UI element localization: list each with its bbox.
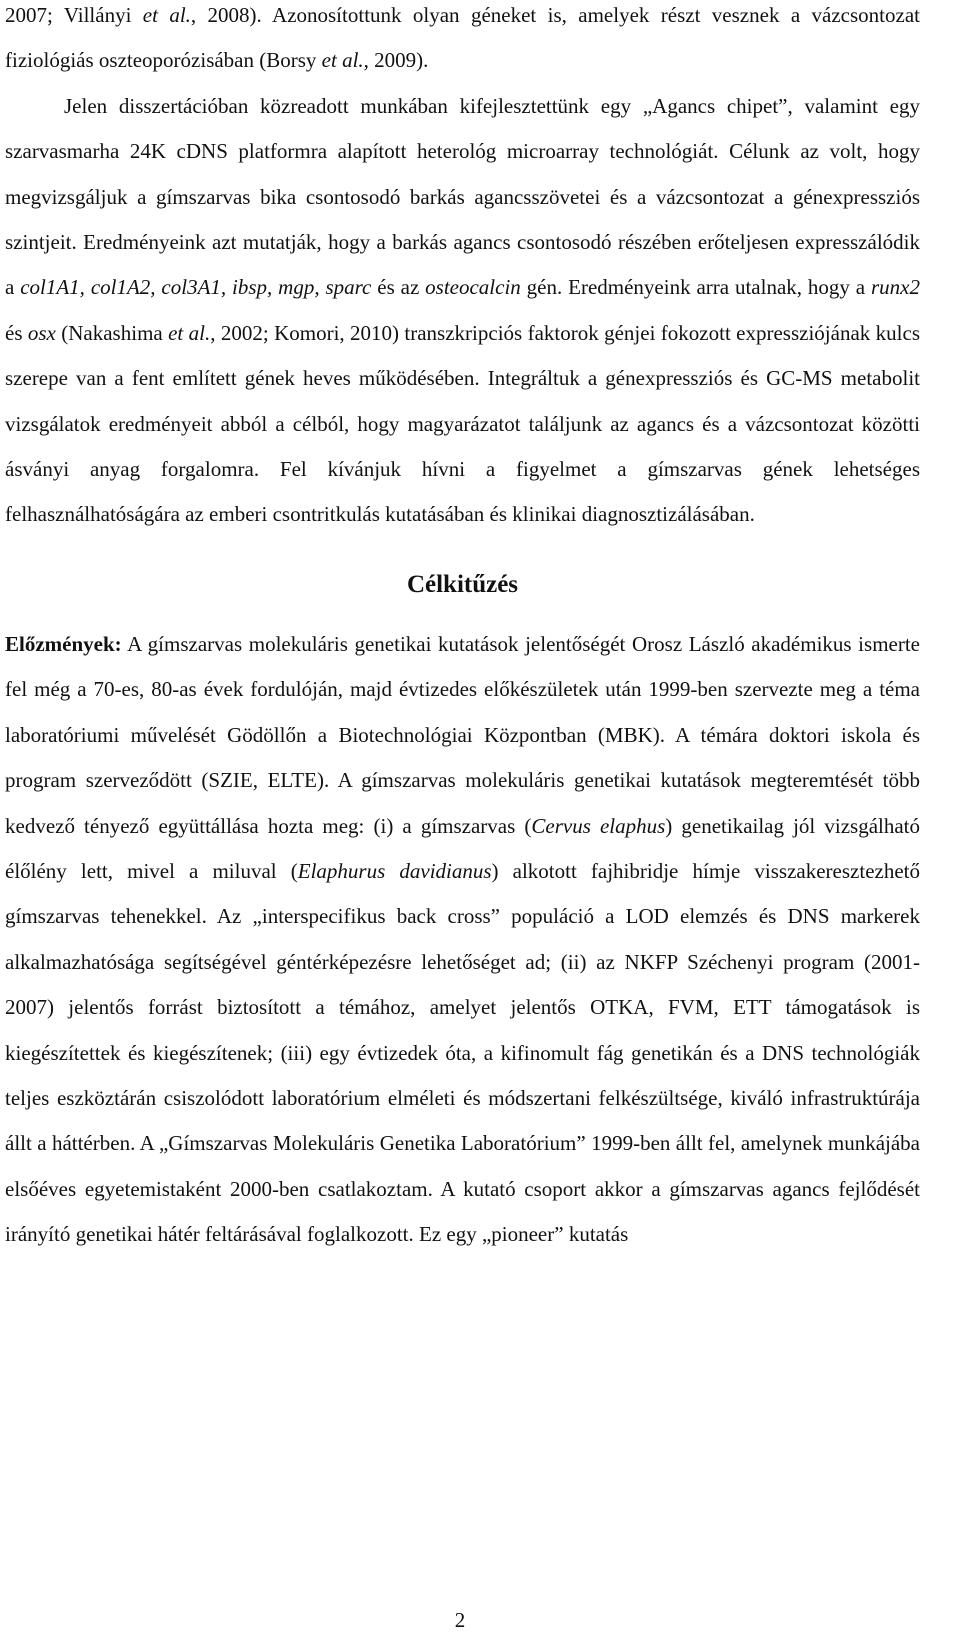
text-run: ) genetikailag jól vizsgálható élőlény lett, mivel a miluval ( (5, 813, 920, 883)
text-run: , 2002; Komori, 2010) transzkripciós faktorok génjei fokozott expressziójának kulcs szerepe van a fent említett gének heves működésében. Integráltuk a génexpressziós és GC-MS metabolit vizsgálatok eredményeit abból a célból, hogy magyarázatot találjunk az agancs és a vázcsontozat közötti ásványi anyag forgalomra. Fel kívánjuk hívni a figyelmet a gímszarvas gének lehetséges felhasználhatóságára az emberi csontritkulás kutatásában és klinikai diagnosztizálásában. (5, 320, 920, 527)
paragraph-background (5, 622, 920, 1258)
text-run: és (5, 320, 28, 345)
text-run: (Nakashima (55, 320, 169, 345)
species-name: Cervus elaphus (531, 813, 666, 838)
document-page (5, 0, 920, 1258)
citation-et-al: et al. (142, 3, 191, 27)
citation-et-al: et al. (168, 320, 211, 345)
gene-names: col1A1, col1A2, col3A1, ibsp, mgp, sparc (20, 275, 372, 300)
text-run: Jelen disszertációban közreadott munkában kifejlesztettünk egy „Agancs chipet”, valamint egy szarvasmarha 24K cDNS platformra alapított heterológ microarray technológiát. Célunk az volt, hogy megvizsgáljuk a gímszarvas bika csontosodó barkás agancsszövetei és a vázcsontozat a génexpressziós szintjeit. Eredményeink azt mutatják, hogy a barkás agancs csontosodó részében erőteljesen expresszálódik a (5, 93, 920, 300)
text-run: gén. Eredményeink arra utalnak, hogy a (520, 275, 871, 300)
section-heading: Célkitűzés (406, 570, 519, 598)
page-number: 2 (454, 1608, 466, 1632)
citation-et-al: et al. (321, 48, 364, 73)
text-run: , 2009). (363, 48, 429, 73)
text-run: A gímszarvas molekuláris genetikai kutatások jelentőségét Orosz László akadémikus ismerte fel még a 70-es, 80-as évek fordulóján, majd évtizedes előkészületek után 1999-ben szervezte meg a téma laboratóriumi művelését Gödöllőn a Biotechnológiai Központban (MBK). A témára doktori iskola és program szerveződött (SZIE, ELTE). A gímszarvas molekuláris genetikai kutatások megteremtését több kedvező tényező együttállása hozta meg: (i) a gímszarvas ( (5, 631, 920, 838)
text-run: és az (371, 275, 426, 300)
paragraph-dissertation-summary (5, 84, 920, 538)
gene-name: osx (27, 320, 56, 345)
gene-name: runx2 (871, 275, 920, 300)
species-name: Elaphurus davidianus (297, 858, 492, 883)
paragraph-intro-continued (5, 0, 920, 84)
text-run: , 2008). Azonosítottunk olyan géneket is, amelyek részt vesznek a vázcsontozat fiziológiás oszteoporózisában (Borsy (5, 3, 920, 73)
gene-name: osteocalcin (425, 275, 521, 300)
text-run: ) alkotott fajhibridje hímje visszakeresztezhető gímszarvas tehenekkel. Az „interspecifikus back cross” populáció a LOD elemzés és DNS markerek alkalmazhatósága segítségével géntérképezésre lehetőséget ad; (ii) az NKFP Széchenyi program (2001-2007) jelentős forrást biztosított a témához, amelyet jelentős OTKA, FVM, ETT támogatások is kiegészítettek és kiegészítenek; (iii) egy évtizedek óta, a kifinomult fág genetikán és a DNS technológiák teljes eszköztárán csiszolódott laboratórium elméleti és módszertani felkészültsége, kiváló infrastruktúrája állt a háttérben. A „Gímszarvas Molekuláris Genetika Laboratórium” 1999-ben állt fel, amelynek munkájába elsőéves egyetemistaként 2000-ben csatlakoztam. A kutató csoport akkor a gímszarvas agancs fejlődését irányító genetikai hátér feltárásával foglalkozott. Ez egy „pioneer” kutatás (5, 858, 920, 1247)
lead-in-label: Előzmények: (5, 631, 122, 656)
text-run: 2007; Villányi (5, 3, 143, 27)
